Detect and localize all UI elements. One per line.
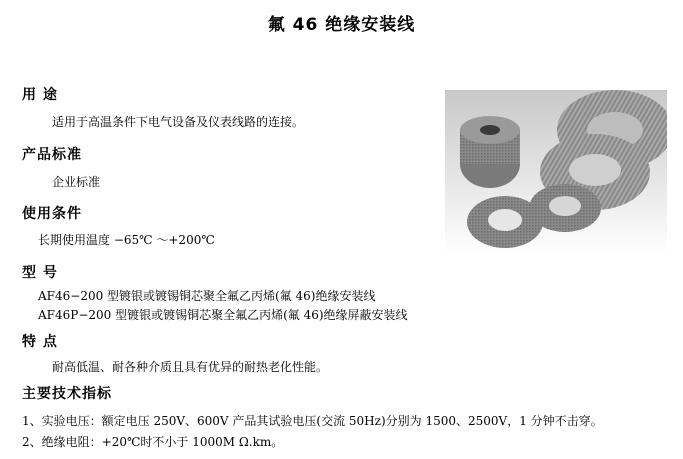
section-heading-specs: 主要技术指标 — [22, 386, 112, 402]
model-line-2: AF46P−200 型镀银或镀锡铜芯聚全氟乙丙烯(氟 46)绝缘屏蔽安装线 — [38, 308, 408, 322]
spec-line-2: 2、绝缘电阻：+20℃时不小于 1000M Ω.km。 — [22, 435, 284, 449]
section-heading-conditions: 使用条件 — [22, 206, 82, 222]
section-heading-usage: 用 途 — [22, 87, 58, 103]
conditions-text: 长期使用温度 −65℃ ～+200℃ — [38, 233, 215, 247]
model-line-1: AF46−200 型镀银或镀锡铜芯聚全氟乙丙烯(氟 46)绝缘安装线 — [38, 289, 376, 303]
spec-line-1: 1、实验电压：额定电压 250V、600V 产品其试验电压(交流 50Hz)分别为 1500、2500V，1 分钟不击穿。 — [22, 414, 603, 428]
insulated-wire-spools-photo — [445, 90, 667, 255]
section-heading-model: 型 号 — [22, 265, 58, 281]
usage-text: 适用于高温条件下电气设备及仪表线路的连接。 — [52, 115, 305, 129]
section-heading-standard: 产品标准 — [22, 147, 82, 163]
page-title: 氟 46 绝缘安装线 — [267, 15, 416, 35]
features-text: 耐高低温、耐各种介质且具有优异的耐热老化性能。 — [52, 360, 329, 374]
standard-text: 企业标准 — [52, 175, 101, 189]
section-heading-features: 特 点 — [22, 334, 58, 350]
